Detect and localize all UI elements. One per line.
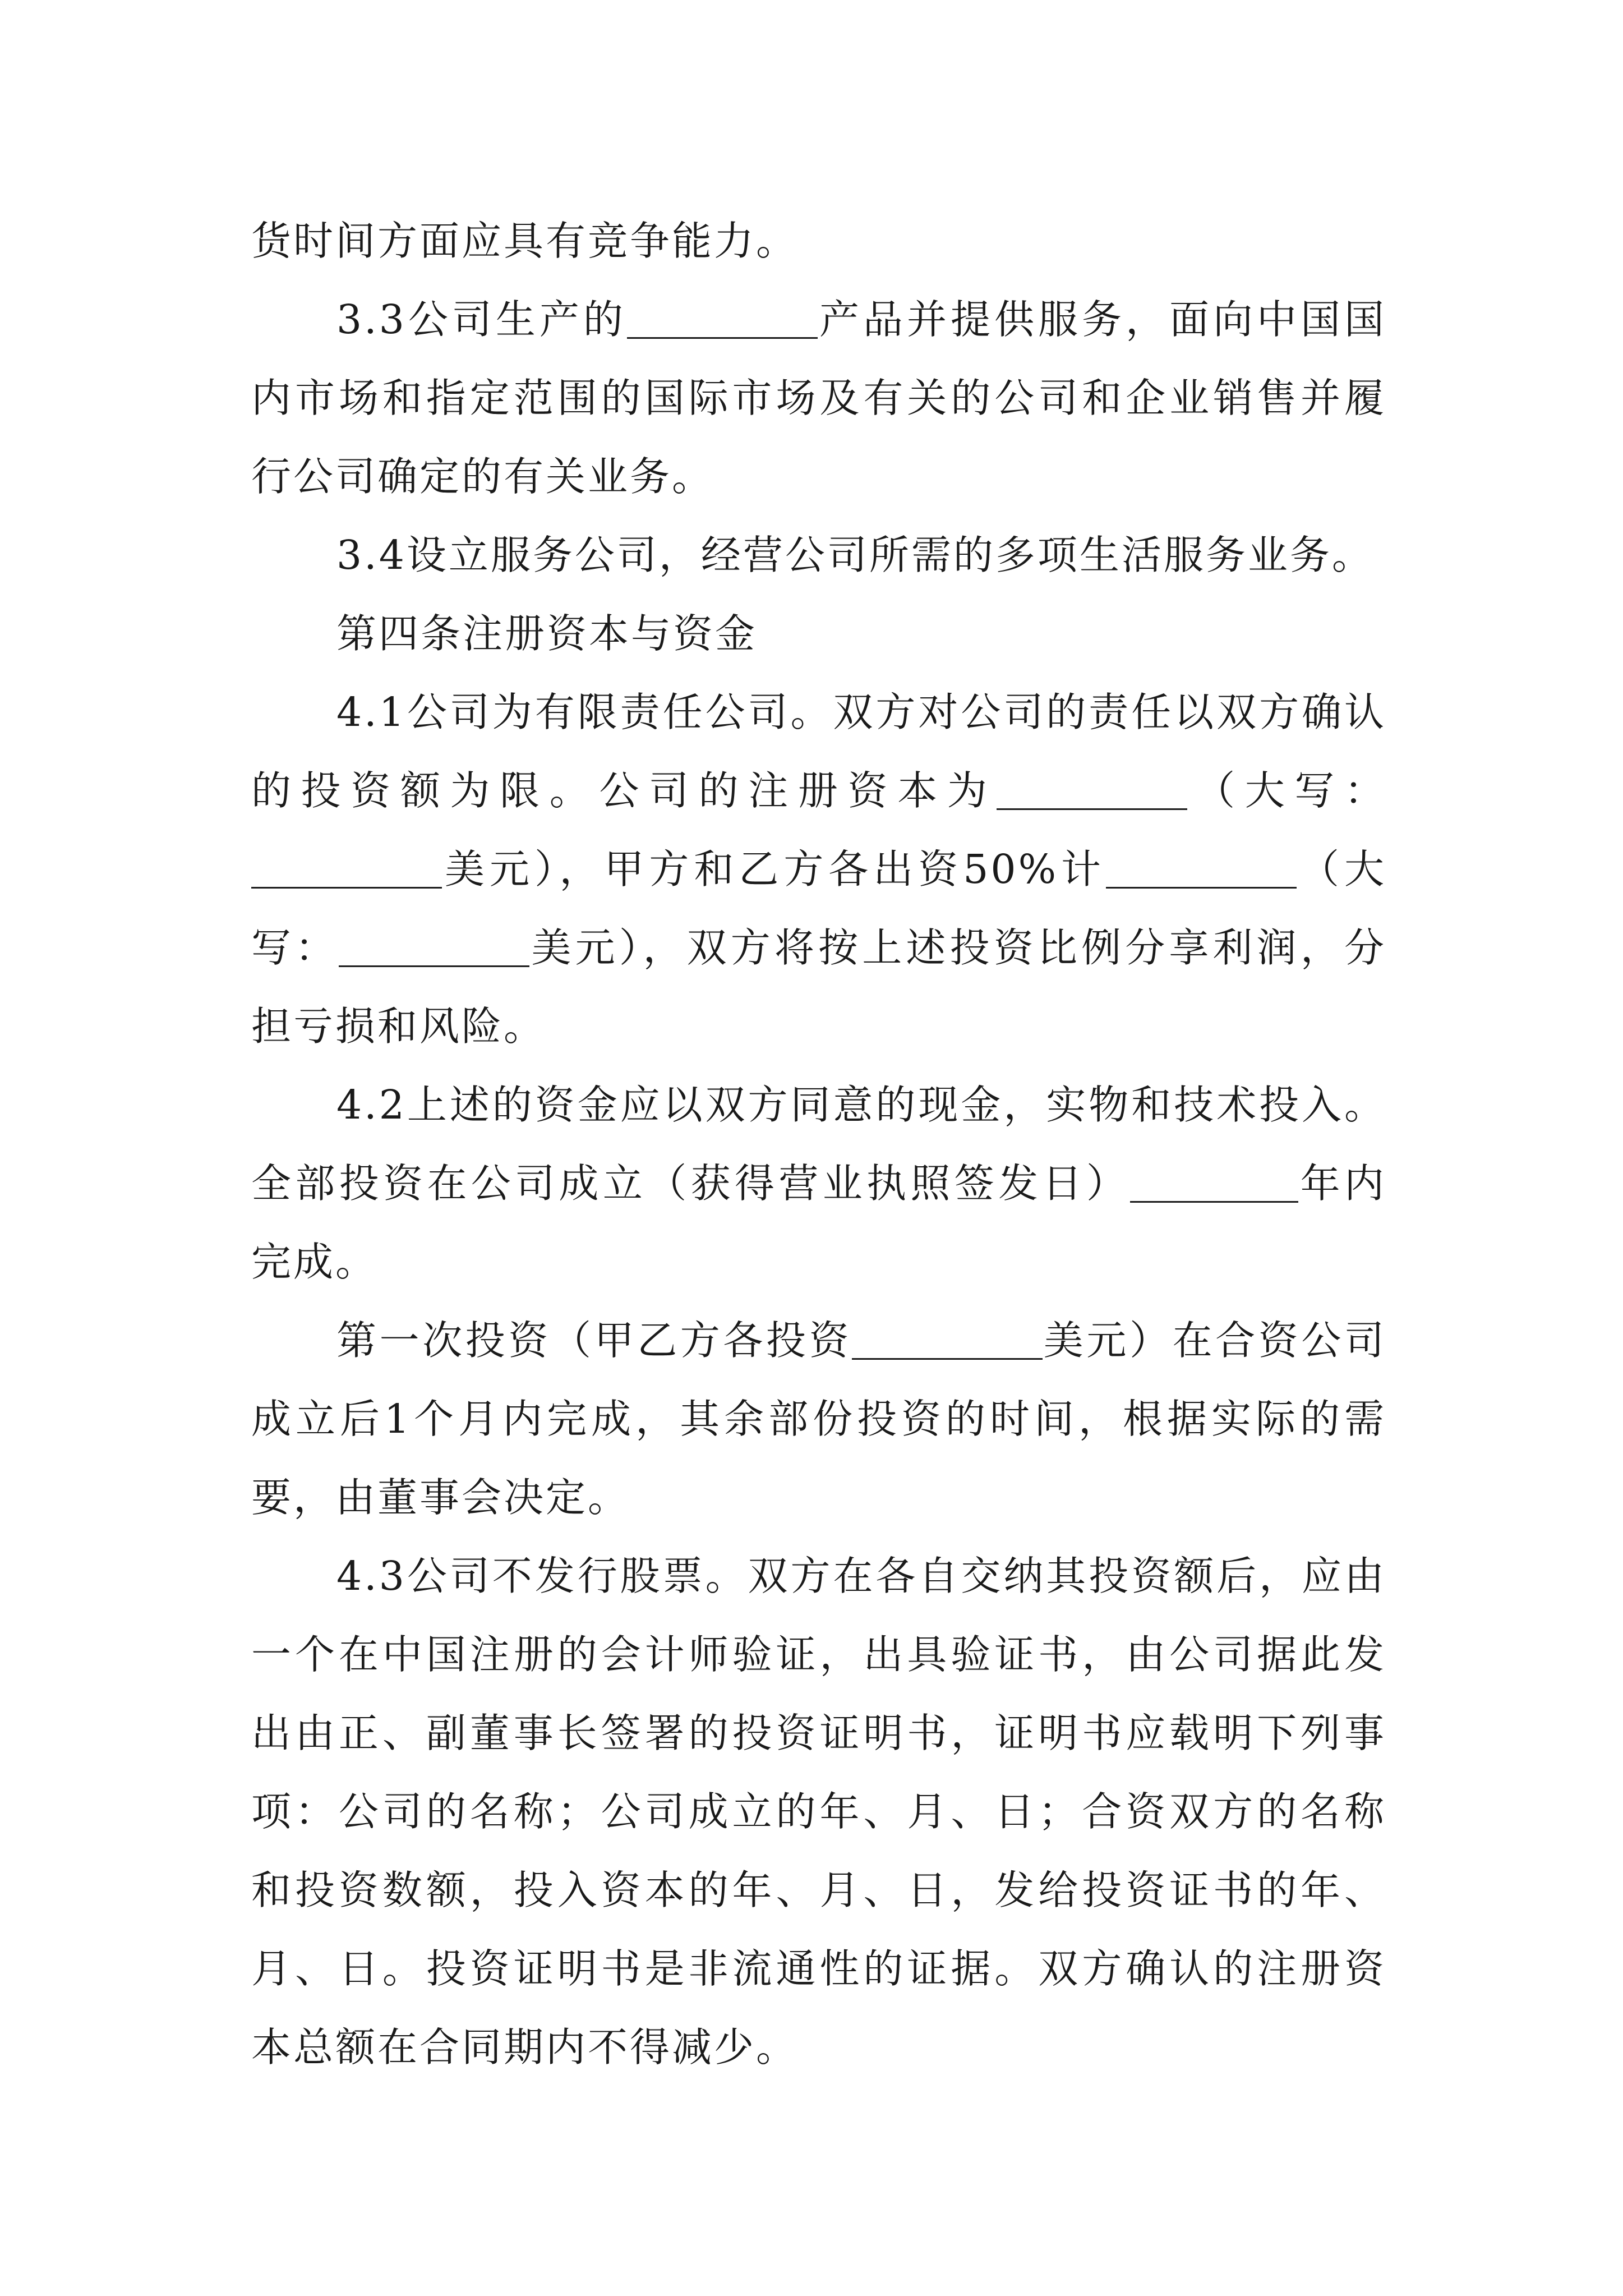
paragraph-text: 美元）在合资公司成立后1个月内完成，其余部份投资的时间，根据实际的需要，由董事会决定。 bbox=[251, 1317, 1386, 1521]
paragraph-text: 产品并提供服务，面向中国国内市场和指定范围的国际市场及有关的公司和企业销售并履行公司确定的有关业务。 bbox=[251, 296, 1386, 500]
paragraph-4-3 bbox=[251, 1537, 1386, 2087]
paragraph-text: 3.4设立服务公司，经营公司所需的多项生活服务业务。 bbox=[336, 532, 1374, 578]
blank-field-product[interactable] bbox=[627, 296, 818, 339]
blank-field-first-investment[interactable] bbox=[852, 1317, 1043, 1360]
heading-text: 第四条注册资本与资金 bbox=[336, 610, 758, 657]
blank-field-contribution[interactable] bbox=[1106, 845, 1297, 889]
paragraph-text: 4.1公司为有限责任公司。双方对公司的责任以双方确认的投资额为限。公司的注册资本为 bbox=[251, 689, 1386, 814]
paragraph-3-4 bbox=[251, 516, 1386, 595]
paragraph-3-3 bbox=[251, 280, 1386, 516]
paragraph-text: 4.2上述的资金应以双方同意的现金，实物和技术投入。全部投资在公司成立（获得营业执照签发日） bbox=[251, 1082, 1386, 1207]
paragraph-4-2 bbox=[251, 1066, 1386, 1301]
paragraph-delivery-competition bbox=[251, 202, 1386, 280]
paragraph-text: 美元），甲方和乙方各出资50%计 bbox=[442, 846, 1106, 892]
blank-field-registered-capital[interactable] bbox=[997, 767, 1187, 810]
paragraph-text: 3.3公司生产的 bbox=[336, 296, 627, 343]
paragraph-text: 货时间方面应具有竞争能力。 bbox=[251, 218, 799, 264]
article-4-heading bbox=[251, 595, 1386, 673]
paragraph-text: （大写： bbox=[251, 846, 1386, 971]
paragraph-text: 年内完成。 bbox=[251, 1160, 1386, 1285]
blank-field-registered-capital-uppercase[interactable] bbox=[251, 845, 442, 889]
paragraph-text: （大写： bbox=[1187, 767, 1386, 814]
blank-field-years[interactable] bbox=[1130, 1159, 1298, 1203]
paragraph-text: 第一次投资（甲乙方各投资 bbox=[336, 1317, 852, 1364]
paragraph-text: 美元），双方将按上述投资比例分享利润，分担亏损和风险。 bbox=[251, 924, 1386, 1050]
blank-field-contribution-uppercase[interactable] bbox=[339, 924, 529, 967]
document-page bbox=[251, 202, 1386, 2087]
paragraph-text: 4.3公司不发行股票。双方在各自交纳其投资额后，应由一个在中国注册的会计师验证，出具验证书，由公司据此发出由正、副董事长签署的投资证明书，证明书应载明下列事项：公司的名称；公司成立的年、月、日；合资双方的名称和投资数额，投入资本的年、月、日，发给投资证书的年、月、日。投资证明书是非流通性的证据。双方确认的注册资本总额在合同期内不得减少。 bbox=[251, 1553, 1386, 2070]
paragraph-first-investment bbox=[251, 1301, 1386, 1537]
paragraph-4-1 bbox=[251, 673, 1386, 1066]
